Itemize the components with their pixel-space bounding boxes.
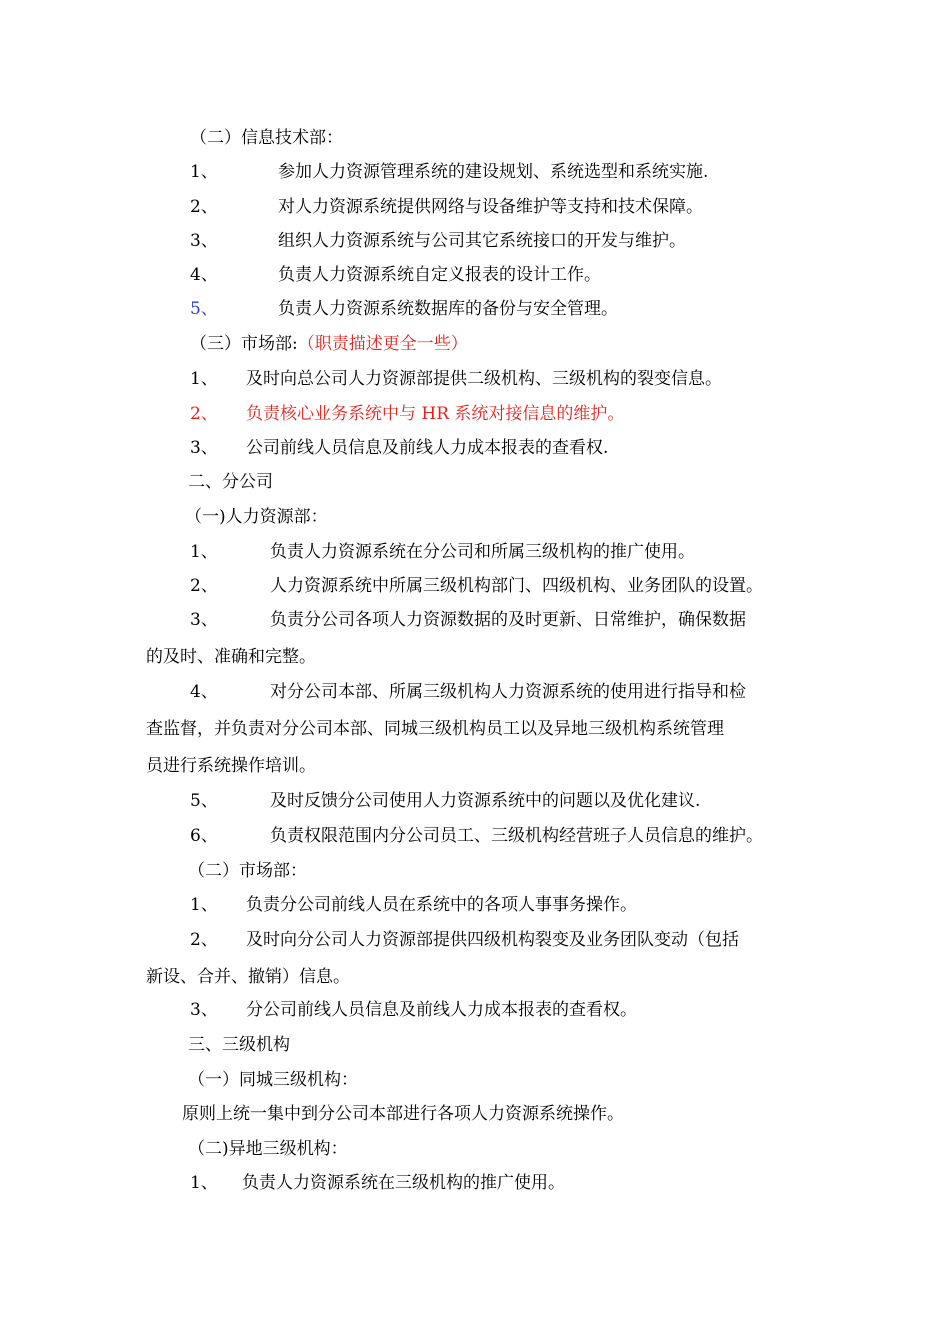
item-number: 1、 [190,162,218,182]
item-number: 1、 [190,542,218,562]
list-item [190,681,746,703]
item-number: 3、 [190,610,218,630]
heading-text: （二）信息技术部： [190,128,343,148]
item-text: 分公司前线人员信息及前线人力成本报表的查看权。 [246,1000,637,1020]
list-item [190,1172,565,1194]
subsection-heading-hr [185,506,328,528]
subsection-heading-remote [188,1138,348,1160]
item-number: 4、 [190,265,218,285]
item-text: 新设、合并、撤销）信息。 [146,967,350,987]
heading-text: 二、分公司 [188,472,273,492]
item-text: 负责分公司前线人员在系统中的各项人事事务操作。 [246,895,637,915]
list-item [190,161,708,183]
section-heading-it-department [190,127,343,149]
list-item [190,575,763,597]
item-number: 5、 [190,299,218,319]
list-item [190,230,686,252]
list-item-continuation [146,755,316,777]
item-text: 对人力资源系统提供网络与设备维护等支持和技术保障。 [278,197,703,217]
section-heading-branch [188,471,273,493]
review-note: （职责描述更全一些） [297,334,468,354]
item-text: 负责人力资源系统自定义报表的设计工作。 [278,265,601,285]
item-text: 负责人力资源系统在三级机构的推广使用。 [242,1173,565,1193]
item-number: 3、 [190,1000,218,1020]
list-item [190,609,746,631]
item-text: 人力资源系统中所属三级机构部门、四级机构、业务团队的设置。 [270,576,763,596]
heading-text: （一)人力资源部： [185,507,328,527]
list-item-continuation [146,646,316,668]
item-number: 3、 [190,438,218,458]
item-text: 及时反馈分公司使用人力资源系统中的问题以及优化建议. [270,791,701,811]
item-text: 及时向总公司人力资源部提供二级机构、三级机构的裂变信息。 [246,369,722,389]
item-text: 负责分公司各项人力资源数据的及时更新、日常维护，确保数据 [270,610,746,630]
list-item [190,437,608,459]
list-item-highlighted [190,403,624,425]
item-number: 1、 [190,1173,218,1193]
item-text: 负责人力资源系统数据库的备份与安全管理。 [278,299,618,319]
item-number: 2、 [190,576,218,596]
list-item [190,196,703,218]
list-item-continuation [146,718,724,740]
item-number: 1、 [190,369,218,389]
heading-text: （二）市场部： [188,861,307,881]
subsection-heading-same-city [188,1069,358,1091]
item-number: 1、 [190,895,218,915]
item-text: 的及时、准确和完整。 [146,647,316,667]
section-heading-tier3 [188,1034,290,1056]
subsection-heading-market [188,860,307,882]
item-text: 参加人力资源管理系统的建设规划、系统选型和系统实施. [278,162,709,182]
item-text: 公司前线人员信息及前线人力成本报表的查看权. [246,438,609,458]
item-text: 负责人力资源系统在分公司和所属三级机构的推广使用。 [270,542,695,562]
item-text: 负责权限范围内分公司员工、三级机构经营班子人员信息的维护。 [270,826,763,846]
heading-text: （二)异地三级机构： [188,1139,348,1159]
item-text: 对分公司本部、所属三级机构人力资源系统的使用进行指导和检 [270,682,746,702]
paragraph-text: 原则上统一集中到分公司本部进行各项人力资源系统操作。 [182,1104,624,1124]
list-item [190,894,637,916]
list-item [190,825,763,847]
item-number: 3、 [190,231,218,251]
list-item [190,298,618,320]
item-text: 组织人力资源系统与公司其它系统接口的开发与维护。 [278,231,686,251]
list-item [190,541,695,563]
item-number: 4、 [190,682,218,702]
item-text: 负责核心业务系统中与 HR 系统对接信息的维护。 [246,404,625,424]
heading-text: （三）市场部: [190,334,298,354]
paragraph [182,1103,624,1125]
item-number: 6、 [190,826,218,846]
item-number: 5、 [190,791,218,811]
list-item [190,264,601,286]
list-item [190,929,739,951]
item-number: 2、 [190,930,218,950]
item-text: 及时向分公司人力资源部提供四级机构裂变及业务团队变动（包括 [246,930,739,950]
list-item [190,790,700,812]
item-number: 2、 [190,404,218,424]
heading-text: （一）同城三级机构： [188,1070,358,1090]
list-item [190,999,637,1021]
list-item-continuation [146,966,350,988]
item-text: 员进行系统操作培训。 [146,756,316,776]
item-number: 2、 [190,197,218,217]
section-heading-market-department [190,333,468,355]
item-text: 查监督，并负责对分公司本部、同城三级机构员工以及异地三级机构系统管理 [146,719,724,739]
heading-text: 三、三级机构 [188,1035,290,1055]
list-item [190,368,722,390]
